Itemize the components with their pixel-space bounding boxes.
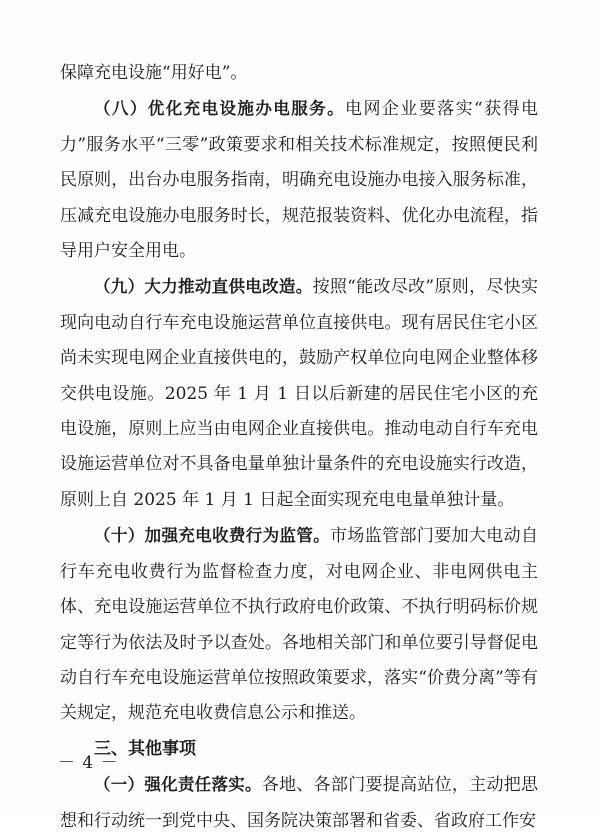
opening-line-text: 保障充电设施“用好电”。	[60, 63, 248, 83]
item-9-heading: （九）大力推动直供电改造。	[94, 277, 313, 297]
item-10-body: 市场监管部门要加大电动自行车充电收费行为监督检查力度，对电网企业、非电网供电主体、充电设施运营单位不执行政府电价政策、不执行明码标价规定等行为依法及时予以查处。各地相关部门和单位要引导督促电动自行车充电设施运营单位按照政策要求，落实“价费分离”等有关规定，规范充电收费信息公示和推送。	[60, 526, 539, 724]
section-3-item-1-body: 各地、各部门要提高站位，主动把思想和行动统一到党中央、国务院决策部署和省委、省政府工作安	[60, 775, 539, 831]
item-8-body: 电网企业要落实“获得电力”服务水平“三零”政策要求和相关技术标准规定，按照便民利民原则，出台办电服务指南，明确充电设施办电接入服务标准，压减充电设施办电服务时长，规范报装资料、优化办电流程，指导用户安全用电。	[60, 99, 538, 262]
paragraph-section-3-item-1	[60, 767, 538, 839]
item-9-body: 按照“能改尽改”原则，尽快实现向电动自行车充电设施运营单位直接供电。现有居民住宅小区尚未实现电网企业直接供电的，鼓励产权单位向电网企业整体移交供电设施。2025 年 1 月 1 日以后新建的居民住宅小区的充电设施，原则上应当由电网企业直接供电。推动电动自行车充电设施运营单位对不具备电量单独计量条件的充电设施实行改造，原则上自 2025 年 1 月 1 日起全面实现充电电量单独计量。	[60, 277, 538, 510]
paragraph-item-9	[60, 269, 538, 518]
section-3-title: 三、其他事项	[94, 738, 196, 759]
page-number: － 4 －	[58, 753, 119, 773]
paragraph-item-10	[60, 518, 538, 731]
item-8-heading: （八）优化充电设施办电服务。	[94, 99, 346, 119]
section-3-item-1-heading: （一）强化责任落实。	[94, 775, 262, 795]
item-10-heading: （十）加强充电收费行为监管。	[94, 526, 331, 546]
opening-line	[60, 56, 538, 91]
paragraph-item-8	[60, 91, 538, 269]
document-body	[60, 56, 538, 839]
